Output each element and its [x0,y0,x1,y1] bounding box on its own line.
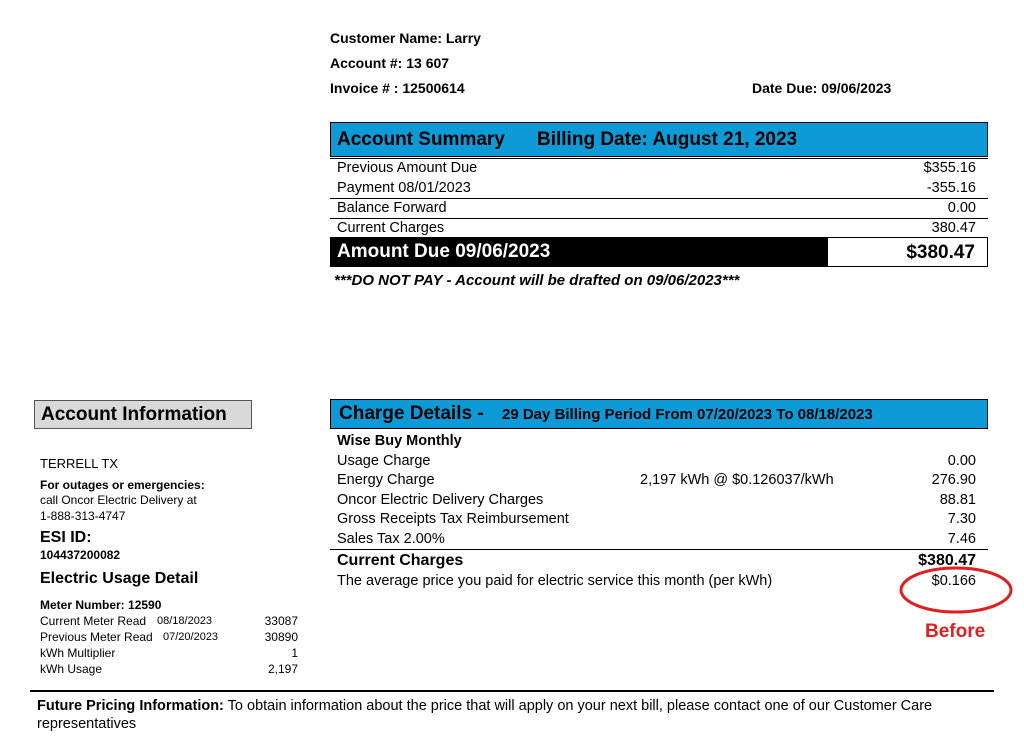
meter-value: 1 [291,646,298,660]
charge-value: 276.90 [931,472,976,488]
amount-due-box [827,237,988,267]
charge-value: 7.46 [947,531,976,547]
charge-label: Oncor Electric Delivery Charges [337,492,544,508]
summary-value: 0.00 [947,200,976,216]
summary-label: Payment 08/01/2023 [337,180,471,196]
summary-value: $355.16 [923,160,976,176]
charge-value: 88.81 [939,492,976,508]
meter-date: 08/18/2023 [157,615,213,627]
average-price-label: The average price you paid for electric service this month (per kWh) [337,573,773,589]
charge-label: Sales Tax 2.00% [337,531,445,547]
current-charges-label: Current Charges [337,552,464,569]
account-summary-title: Account Summary [337,129,505,150]
meter-label: kWh Multiplier [40,646,116,660]
account-number: Account #: 13 607 [330,55,450,71]
charge-value: 0.00 [947,453,976,469]
future-pricing-info [37,697,997,733]
meter-label: kWh Usage [40,662,103,676]
meter-date: 07/20/2023 [163,631,219,643]
charge-label: Usage Charge [337,453,431,469]
charge-details-title: Charge Details - [339,403,484,424]
outage-line: call Oncor Electric Delivery at [40,493,197,507]
account-information-header [34,400,252,429]
summary-value: 380.47 [931,220,976,236]
summary-value: -355.16 [926,180,976,196]
charge-label: Energy Charge [337,472,435,488]
annotation-circle [898,564,1016,616]
billing-date: Billing Date: August 21, 2023 [537,129,798,150]
esi-label: ESI ID: [40,529,92,546]
esi-value: 104437200082 [40,548,121,562]
plan-name: Wise Buy Monthly [337,433,462,449]
summary-label: Previous Amount Due [337,160,478,176]
current-charges-value: $380.47 [918,552,976,569]
meter-value: 2,197 [267,662,298,676]
city: TERRELL TX [40,456,119,471]
average-price-value: $0.166 [931,573,976,589]
electric-usage-title: Electric Usage Detail [40,570,199,587]
date-due: Date Due: 09/06/2023 [752,80,892,96]
charge-detail: 2,197 kWh @ $0.126037/kWh [640,472,834,488]
account-information-title: Account Information [41,404,227,425]
invoice-number: Invoice # : 12500614 [330,80,465,96]
charge-value: 7.30 [947,511,976,527]
do-not-pay-notice: ***DO NOT PAY - Account will be drafted on 09/06/2023*** [334,272,740,289]
outage-label: For outages or emergencies: [40,478,205,492]
meter-label: Current Meter Read [40,614,147,628]
future-pricing-text-2: representatives [37,716,137,732]
before-annotation: Before [925,621,986,642]
meter-number: Meter Number: 12590 [40,598,162,612]
meter-value: 33087 [264,614,298,628]
customer-name: Customer Name: Larry [330,30,481,46]
summary-label: Current Charges [337,220,445,236]
meter-value: 30890 [264,630,298,644]
summary-label: Balance Forward [337,200,447,216]
charge-details-header [330,399,988,429]
outage-phone: 1-888-313-4747 [40,509,126,523]
meter-label: Previous Meter Read [40,630,153,644]
amount-due-value: $380.47 [906,242,975,263]
billing-period: 29 Day Billing Period From 07/20/2023 To 08/18/2023 [502,406,873,423]
amount-due-bar [330,237,827,267]
future-pricing-text: To obtain information about the price that will apply on your next bill, please contact one of our Customer Care [223,698,933,714]
amount-due-label: Amount Due 09/06/2023 [337,241,551,262]
future-pricing-label: Future Pricing Information: [37,698,224,714]
account-summary-header [330,122,988,157]
charge-label: Gross Receipts Tax Reimbursement [337,511,569,527]
